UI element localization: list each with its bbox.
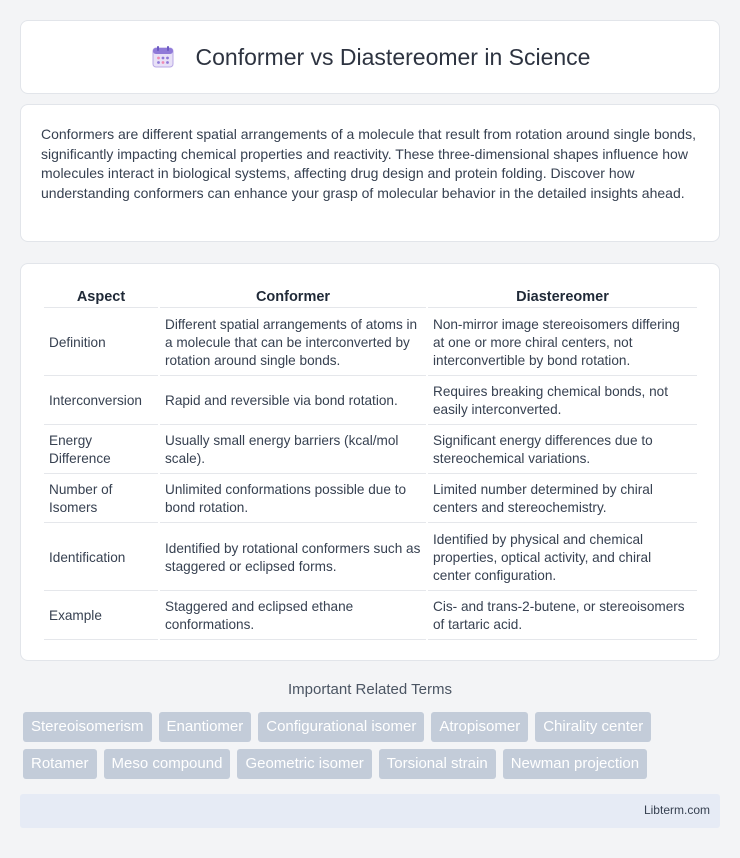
intro-card: [20, 104, 720, 242]
related-term-tag[interactable]: Meso compound: [104, 749, 231, 779]
cell-conformer: Identified by rotational conformers such as staggered or eclipsed forms.: [160, 525, 426, 591]
cell-diastereomer: Requires breaking chemical bonds, not easily interconverted.: [428, 378, 697, 425]
related-term-tag[interactable]: Configurational isomer: [258, 712, 424, 742]
calendar-icon: [150, 44, 176, 70]
header-card: [20, 20, 720, 94]
related-term-tag[interactable]: Stereoisomerism: [23, 712, 152, 742]
page-title: Conformer vs Diastereomer in Science: [195, 43, 591, 70]
comparison-card: [20, 263, 720, 661]
cell-conformer: Rapid and reversible via bond rotation.: [160, 378, 426, 425]
related-terms-list: [23, 712, 723, 779]
header-aspect: Aspect: [44, 286, 158, 308]
intro-text: Conformers are different spatial arrangements of a molecule that result from rotation around single bonds, significantly impacting chemical properties and reactivity. These three-dimensional shapes influence how molecules interact in biological systems, affecting drug design and protein folding. Discover how understanding conformers can enhance your grasp of molecular behavior in the detailed insights ahead.: [41, 126, 696, 201]
cell-conformer: Staggered and eclipsed ethane conformations.: [160, 593, 426, 640]
related-term-tag[interactable]: Atropisomer: [431, 712, 528, 742]
table-row: [44, 593, 697, 640]
footer: [20, 794, 720, 828]
cell-aspect: Interconversion: [44, 378, 158, 425]
table-row: [44, 378, 697, 425]
related-term-tag[interactable]: Torsional strain: [379, 749, 496, 779]
cell-aspect: Definition: [44, 310, 158, 376]
table-row: [44, 476, 697, 523]
related-term-tag[interactable]: Newman projection: [503, 749, 647, 779]
table-row: [44, 525, 697, 591]
related-terms-title: Important Related Terms: [288, 681, 452, 698]
cell-aspect: Number of Isomers: [44, 476, 158, 523]
table-header-row: [44, 286, 697, 308]
cell-aspect: Example: [44, 593, 158, 640]
cell-aspect: Identification: [44, 525, 158, 591]
table-row: [44, 427, 697, 474]
cell-diastereomer: Limited number determined by chiral centers and stereochemistry.: [428, 476, 697, 523]
comparison-table: [42, 284, 699, 642]
cell-diastereomer: Significant energy differences due to stereochemical variations.: [428, 427, 697, 474]
related-term-tag[interactable]: Geometric isomer: [237, 749, 371, 779]
footer-brand-link[interactable]: Libterm.com: [643, 803, 710, 817]
cell-diastereomer: Non-mirror image stereoisomers differing at one or more chiral centers, not interconvertible by bond rotation.: [428, 310, 697, 376]
cell-conformer: Unlimited conformations possible due to bond rotation.: [160, 476, 426, 523]
cell-diastereomer: Identified by physical and chemical properties, optical activity, and chiral center configuration.: [428, 525, 697, 591]
header-conformer: Conformer: [160, 286, 426, 308]
cell-aspect: Energy Difference: [44, 427, 158, 474]
related-term-tag[interactable]: Chirality center: [535, 712, 651, 742]
header-diastereomer: Diastereomer: [428, 286, 697, 308]
table-row: [44, 310, 697, 376]
cell-diastereomer: Cis- and trans-2-butene, or stereoisomers of tartaric acid.: [428, 593, 697, 640]
related-term-tag[interactable]: Enantiomer: [159, 712, 252, 742]
cell-conformer: Different spatial arrangements of atoms in a molecule that can be interconverted by rotation around single bonds.: [160, 310, 426, 376]
cell-conformer: Usually small energy barriers (kcal/mol scale).: [160, 427, 426, 474]
related-term-tag[interactable]: Rotamer: [23, 749, 97, 779]
